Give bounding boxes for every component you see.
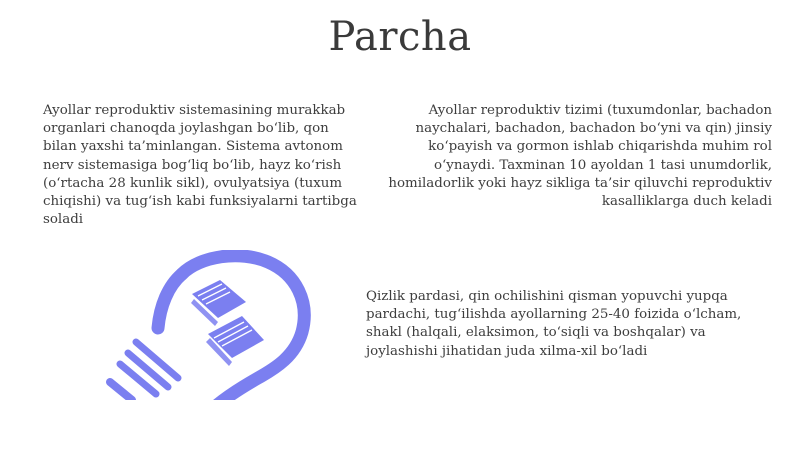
slide-title: Parcha xyxy=(328,14,472,60)
lightbulb-with-book-icon xyxy=(96,250,316,400)
paragraph-left: Ayollar reproduktiv sistemasining murakkab organlari chanoqda joylashgan bo‘lib, qon bilan yaxshi ta’minlangan. Sistema avtonom nerv sistemasiga bog‘liq bo‘lib, hayz ko‘rish (o‘rtacha 28 kunlik sikl), ovulyatsiya (tuxum chiqishi) va tug‘ish kabi funksiyalarni tartibga soladi xyxy=(43,103,357,228)
paragraph-bottom: Qizlik pardasi, qin ochilishini qisman yopuvchi yupqa pardachi, tug‘ilishda ayollarning 25-40 foizida o‘lcham, shakl (halqali, elaksimon, to‘siqli va boshqalar) va joylashishi jihatidan juda xilma-xil bo‘ladi xyxy=(366,289,742,359)
paragraph-right: Ayollar reproduktiv tizimi (tuxumdonlar, bachadon naychalari, bachadon, bachadon bo‘yni va qin) jinsiy ko‘payish va gormon ishlab chiqarishda muhim rol o‘ynaydi. Taxminan 10 ayoldan 1 tasi unumdorlik, homiladorlik yoki hayz sikliga ta’sir qiluvchi reproduktiv kasalliklarga duch keladi xyxy=(388,103,772,210)
